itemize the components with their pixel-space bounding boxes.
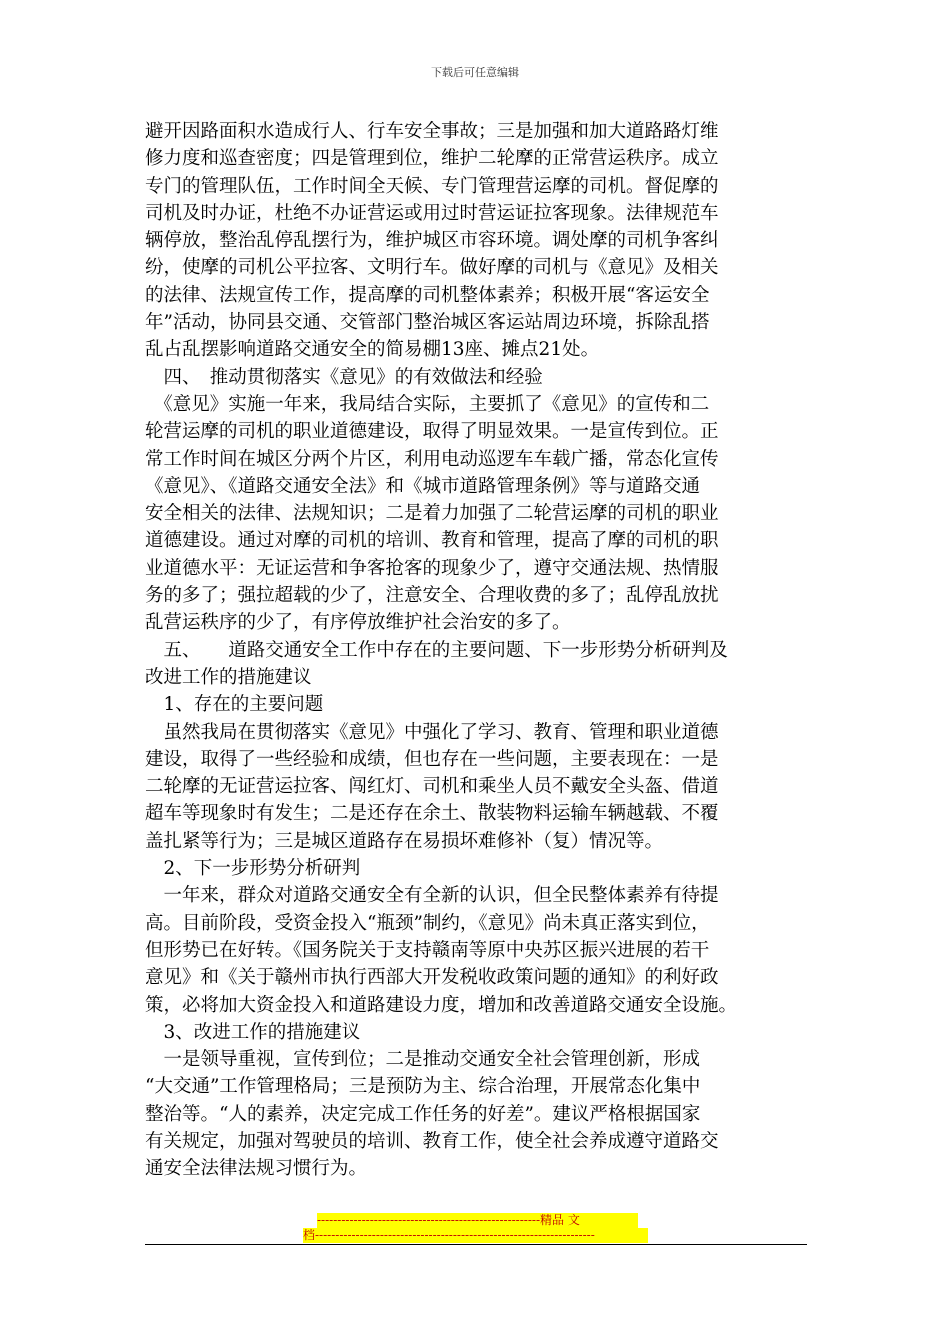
- footer-watermark-line2: 档---------------------------------------------------------------------: [303, 1228, 648, 1243]
- body-line: 辆停放，整治乱停乱摆行为，维护城区市容环境。调处摩的司机争客纠: [145, 230, 719, 252]
- body-line: 通安全法律法规习惯行为。: [145, 1158, 368, 1180]
- body-line: 高。目前阶段，受资金投入“瓶颈”制约，《意见》尚未真正落实到位，: [145, 912, 710, 934]
- body-line: 业道德水平：无证运营和争客抢客的现象少了，遵守交通法规、热情服: [145, 557, 719, 579]
- body-line: 年”活动，协同县交通、交管部门整治城区客运站周边环境，拆除乱搭: [145, 312, 710, 334]
- body-line: 有关规定，加强对驾驶员的培训、教育工作，使全社会养成遵守道路交: [145, 1130, 719, 1152]
- body-line: 整治等。“人的素养，决定完成工作任务的好差”。建议严格根据国家: [145, 1103, 701, 1125]
- body-line: 四、 推动贯彻落实《意见》的有效做法和经验: [145, 366, 543, 388]
- body-line: 改进工作的措施建议: [145, 666, 312, 688]
- body-line: 一是领导重视，宣传到位；二是推动交通安全社会管理创新，形成: [145, 1049, 701, 1071]
- body-line: 超车等现象时有发生；二是还存在余土、散装物料运输车辆越载、不覆: [145, 803, 719, 825]
- body-line: 专门的管理队伍，工作时间全天候、专门管理营运摩的司机。督促摩的: [145, 175, 719, 197]
- body-line: 意见》和《关于赣州市执行西部大开发税收政策问题的通知》的利好政: [145, 967, 719, 989]
- body-line: 司机及时办证，杜绝不办证营运或用过时营运证拉客现象。法律规范车: [145, 202, 719, 224]
- body-line: 建设，取得了一些经验和成绩，但也存在一些问题，主要表现在：一是: [145, 748, 719, 770]
- page-header: 下载后可任意编辑: [431, 66, 519, 79]
- body-line: 的法律、法规宣传工作，提高摩的司机整体素养；积极开展“客运安全: [145, 284, 710, 306]
- body-line: 盖扎紧等行为；三是城区道路存在易损坏难修补（复）情况等。: [145, 830, 664, 852]
- body-line: 避开因路面积水造成行人、行车安全事故；三是加强和加大道路路灯维: [145, 121, 719, 142]
- footer-watermark-line1: -------------------------------------------------------精品 文: [317, 1213, 638, 1228]
- body-line: 虽然我局在贯彻落实《意见》中强化了学习、教育、管理和职业道德: [145, 721, 719, 743]
- body-line: 安全相关的法律、法规知识；二是着力加强了二轮营运摩的司机的职业: [145, 503, 719, 525]
- document-body: [145, 118, 810, 1183]
- body-line: 策，必将加大资金投入和道路建设力度，增加和改善道路交通安全设施。: [145, 994, 738, 1016]
- body-line: 纷，使摩的司机公平拉客、文明行车。做好摩的司机与《意见》及相关: [145, 257, 719, 279]
- body-line: “大交通”工作管理格局；三是预防为主、综合治理，开展常态化集中: [145, 1076, 701, 1098]
- body-line: 一年来，群众对道路交通安全有全新的认识，但全民整体素养有待提: [145, 885, 719, 907]
- body-line: 但形势已在好转。《国务院关于支持赣南等原中央苏区振兴进展的若干: [145, 939, 710, 961]
- body-line: 修力度和巡查密度；四是管理到位，维护二轮摩的正常营运秩序。成立: [145, 148, 719, 170]
- body-line: 乱营运秩序的少了，有序停放维护社会治安的多了。: [145, 612, 571, 634]
- body-line: 常工作时间在城区分两个片区，利用电动巡逻车车载广播，常态化宣传: [145, 448, 719, 470]
- footer-divider: [145, 1244, 807, 1245]
- body-line: 1、存在的主要问题: [145, 694, 324, 716]
- body-line: 务的多了；强拉超载的少了，注意安全、合理收费的多了；乱停乱放扰: [145, 585, 719, 607]
- body-line: 轮营运摩的司机的职业道德建设，取得了明显效果。一是宣传到位。正: [145, 421, 719, 443]
- body-line: 五、 道路交通安全工作中存在的主要问题、下一步形势分析研判及: [145, 639, 728, 661]
- body-line: 2、下一步形势分析研判: [145, 858, 361, 880]
- body-line: 3、改进工作的措施建议: [145, 1021, 361, 1043]
- body-line: 乱占乱摆影响道路交通安全的简易棚13座、摊点21处。: [145, 339, 600, 361]
- body-line: 二轮摩的无证营运拉客、闯红灯、司机和乘坐人员不戴安全头盔、借道: [145, 776, 719, 798]
- body-line: 《意见》实施一年来，我局结合实际，主要抓了《意见》的宣传和二: [145, 393, 710, 415]
- body-line: 道德建设。通过对摩的司机的培训、教育和管理，提高了摩的司机的职: [145, 530, 719, 552]
- body-line: 《意见》、《道路交通安全法》和《城市道路管理条例》等与道路交通: [145, 475, 701, 497]
